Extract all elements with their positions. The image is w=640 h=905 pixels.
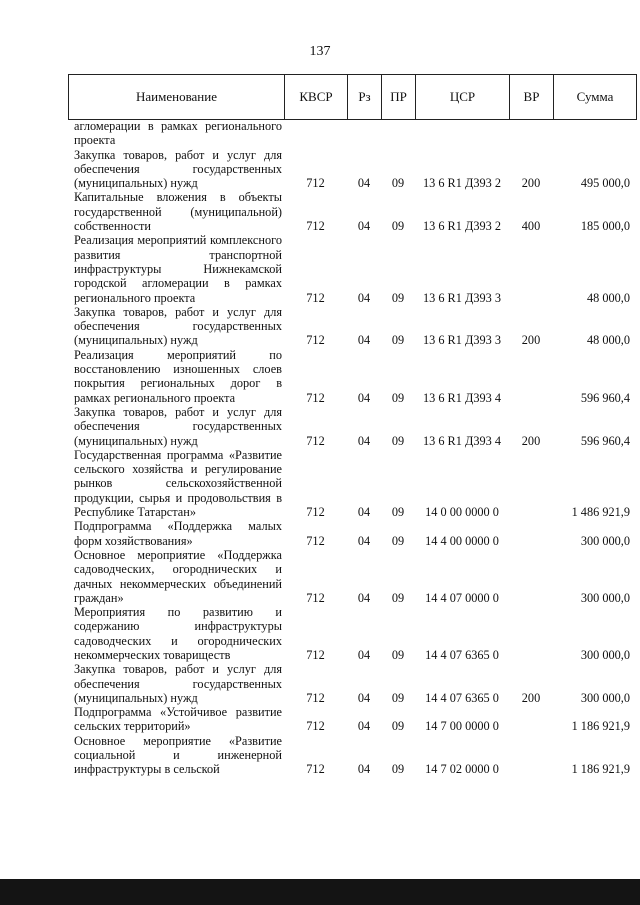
- row-kvsr: 712: [306, 690, 325, 705]
- row-csr: 14 7 00 0000 0: [425, 719, 499, 734]
- scan-bottom-edge: [0, 879, 640, 905]
- row-vr: 200: [521, 433, 541, 448]
- table-row: [68, 305, 636, 348]
- table-header: [68, 74, 637, 120]
- table-row: [68, 448, 636, 519]
- row-pr: 09: [391, 290, 405, 305]
- table-body: [68, 119, 636, 777]
- row-name: Основное мероприятие «Развитие социальной и инженерной инфраструктуры в сельской: [74, 733, 282, 777]
- row-csr: 13 6 R1 Д393 4: [422, 433, 502, 448]
- row-csr: 14 4 07 6365 0: [425, 647, 499, 662]
- table-row: [68, 405, 636, 448]
- row-kvsr: 712: [306, 590, 325, 605]
- row-sum: 300 000,0: [580, 690, 630, 705]
- row-name: агломерации в рамках регионального проекта: [74, 119, 282, 148]
- table-row: [68, 148, 636, 191]
- row-name: Государственная программа «Развитие сельского хозяйства и регулирование рынков сельскохозяйственной продукции, сырья и продовольствия в Республике Татарстан»: [74, 447, 282, 520]
- table-row: [68, 734, 636, 777]
- row-csr: 13 6 R1 Д393 3: [422, 290, 502, 305]
- row-pr: 09: [391, 690, 405, 705]
- row-rz: 04: [357, 433, 371, 448]
- row-name: Закупка товаров, работ и услуг для обеспечения государственных (муниципальных) нужд: [74, 304, 282, 348]
- row-kvsr: 712: [306, 647, 325, 662]
- row-rz: 04: [357, 719, 371, 734]
- row-pr: 09: [391, 433, 405, 448]
- table-row: [68, 705, 636, 734]
- row-kvsr: 712: [306, 333, 325, 348]
- row-rz: 04: [357, 290, 371, 305]
- row-rz: 04: [357, 533, 371, 548]
- row-pr: 09: [391, 719, 405, 734]
- row-sum: 1 186 921,9: [571, 762, 630, 777]
- row-sum: 596 960,4: [580, 390, 630, 405]
- row-sum: 1 486 921,9: [571, 505, 630, 520]
- row-sum: 300 000,0: [580, 590, 630, 605]
- header-vr: ВР: [510, 75, 554, 120]
- table-row: [68, 119, 636, 148]
- table-row: [68, 605, 636, 662]
- row-pr: 09: [391, 647, 405, 662]
- table-row: [68, 190, 636, 233]
- row-name: Подпрограмма «Поддержка малых форм хозяйствования»: [74, 519, 282, 548]
- row-name: Реализация мероприятий по восстановлению изношенных слоев покрытия региональных дорог в рамках регионального проекта: [74, 347, 282, 405]
- row-sum: 300 000,0: [580, 647, 630, 662]
- row-name: Мероприятия по развитию и содержанию инфраструктуры садоводческих и огороднических некоммерческих товариществ: [74, 605, 282, 662]
- row-rz: 04: [357, 219, 371, 234]
- row-rz: 04: [357, 333, 371, 348]
- row-sum: 1 186 921,9: [571, 719, 630, 734]
- row-kvsr: 712: [306, 505, 325, 520]
- row-kvsr: 712: [306, 176, 325, 191]
- table-row: [68, 548, 636, 605]
- row-pr: 09: [391, 333, 405, 348]
- row-kvsr: 712: [306, 433, 325, 448]
- row-rz: 04: [357, 590, 371, 605]
- table-row: [68, 662, 636, 705]
- row-sum: 48 000,0: [586, 333, 630, 348]
- row-sum: 495 000,0: [580, 176, 630, 191]
- row-name: Основное мероприятие «Поддержка садоводческих, огороднических и дачных некоммерческих объединений граждан»: [74, 547, 282, 605]
- row-pr: 09: [391, 762, 405, 777]
- header-rz: Рз: [348, 75, 382, 120]
- row-name: Закупка товаров, работ и услуг для обеспечения государственных (муниципальных) нужд: [74, 662, 282, 705]
- row-rz: 04: [357, 690, 371, 705]
- row-sum: 185 000,0: [580, 219, 630, 234]
- row-rz: 04: [357, 762, 371, 777]
- row-kvsr: 712: [306, 290, 325, 305]
- row-rz: 04: [357, 647, 371, 662]
- row-pr: 09: [391, 505, 405, 520]
- header-kvsr: КВСР: [285, 75, 348, 120]
- table-row: [68, 348, 636, 405]
- row-kvsr: 712: [306, 762, 325, 777]
- header-name: Наименование: [69, 75, 285, 120]
- table-row: [68, 233, 636, 304]
- row-kvsr: 712: [306, 719, 325, 734]
- row-name: Закупка товаров, работ и услуг для обеспечения государственных (муниципальных) нужд: [74, 147, 282, 191]
- page-number: 137: [309, 44, 331, 59]
- row-csr: 13 6 R1 Д393 4: [422, 390, 502, 405]
- row-name: Закупка товаров, работ и услуг для обеспечения государственных (муниципальных) нужд: [74, 404, 282, 448]
- table-row: [68, 519, 636, 548]
- row-csr: 14 4 07 0000 0: [425, 590, 499, 605]
- row-csr: 13 6 R1 Д393 2: [422, 176, 502, 191]
- row-vr: 200: [521, 333, 541, 348]
- row-csr: 14 7 02 0000 0: [425, 762, 499, 777]
- header-pr: ПР: [382, 75, 416, 120]
- header-csr: ЦСР: [416, 75, 510, 120]
- row-kvsr: 712: [306, 390, 325, 405]
- row-csr: 13 6 R1 Д393 2: [422, 219, 502, 234]
- row-rz: 04: [357, 505, 371, 520]
- row-name: Подпрограмма «Устойчивое развитие сельских территорий»: [74, 705, 282, 734]
- row-pr: 09: [391, 533, 405, 548]
- row-vr: 200: [521, 176, 541, 191]
- row-csr: 14 4 00 0000 0: [425, 533, 499, 548]
- row-csr: 14 0 00 0000 0: [425, 505, 499, 520]
- row-name: Реализация мероприятий комплексного развития транспортной инфраструктуры Нижнекамской городской агломерации в рамках регионального проекта: [74, 233, 282, 305]
- row-csr: 14 4 07 6365 0: [425, 690, 499, 705]
- row-pr: 09: [391, 176, 405, 191]
- row-rz: 04: [357, 176, 371, 191]
- row-vr: 400: [521, 219, 541, 234]
- row-csr: 13 6 R1 Д393 3: [422, 333, 502, 348]
- row-kvsr: 712: [306, 533, 325, 548]
- row-sum: 596 960,4: [580, 433, 630, 448]
- header-sum: Сумма: [554, 75, 637, 120]
- row-rz: 04: [357, 390, 371, 405]
- row-kvsr: 712: [306, 219, 325, 234]
- row-vr: 200: [521, 690, 541, 705]
- row-pr: 09: [391, 390, 405, 405]
- row-pr: 09: [391, 219, 405, 234]
- row-sum: 48 000,0: [586, 290, 630, 305]
- row-sum: 300 000,0: [580, 533, 630, 548]
- row-pr: 09: [391, 590, 405, 605]
- row-name: Капитальные вложения в объекты государственной (муниципальной) собственности: [74, 190, 282, 234]
